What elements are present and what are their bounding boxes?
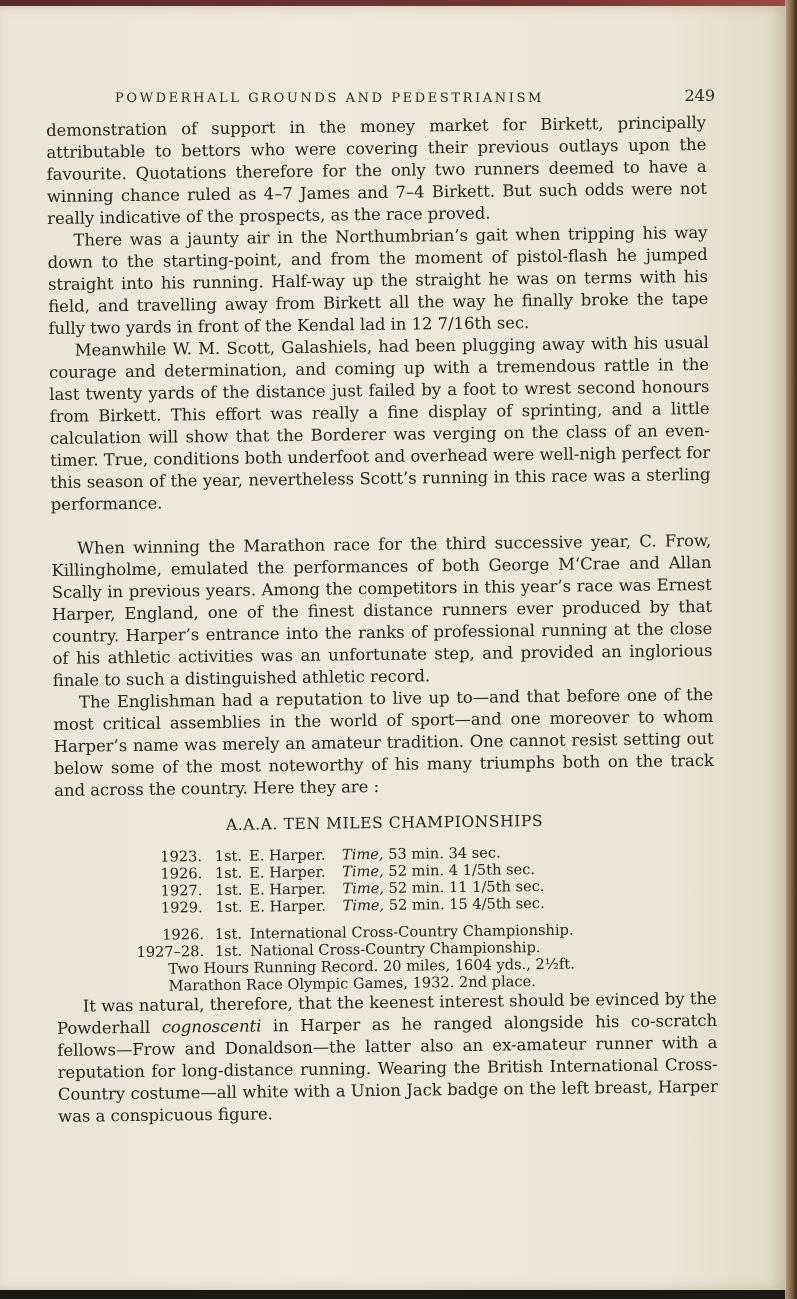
achievement-event: National Cross-Country Championship. (250, 939, 541, 960)
record-time (342, 845, 501, 864)
time-label: Time, (342, 879, 385, 898)
closing-text-start: It was natural, therefore, that the keenest interest should be evinced by the Powderhall (56, 988, 717, 1038)
record-place: 1st. (215, 881, 243, 899)
running-head: POWDERHALL GROUNDS AND PEDESTRIANISM (115, 91, 544, 106)
closing-paragraph (57, 988, 719, 1128)
time-value: 53 min. 34 sec. (388, 844, 501, 863)
closing-italic-term: cognoscenti (161, 1016, 262, 1037)
book-page (0, 6, 786, 1290)
time-value: 52 min. 15 4/5th sec. (388, 894, 545, 914)
time-value: 52 min. 11 1/5th sec. (388, 877, 545, 897)
record-name: E. Harper. (249, 880, 326, 899)
book-spine-edge (785, 0, 797, 1299)
achievement-line: Marathon Race Olympic Games, 1932. 2nd place. (168, 973, 536, 995)
paragraph: demonstration of support in the money market for Birkett, principally attributable to bettors who were covering their previous outlays upon the favourite. Quotations therefore for the only two runners deemed to have a winning chance ruled as 4–7 James and 7–4 Birkett. But such odds were not really indicative of the prospects, as the race proved. (46, 112, 708, 228)
record-name: E. Harper. (249, 897, 327, 916)
paragraph: When winning the Marathon race for the third successive year, C. Frow, Killingholme, emulated the performances of both George M‘Crae and Allan Scally in previous years. Among the competitors in this year’s race was Ernest Harper, England, one of the finest distance runners ever produced by that country. Harper’s entrance into the ranks of professional running at the close of his athletic activities was an unfortunate step, and provided an inglorious finale to such a distinguished athletic record. (51, 530, 713, 690)
other-achievements (136, 920, 717, 995)
time-label: Time, (342, 862, 384, 881)
achievement-event: International Cross-Country Championship. (249, 921, 574, 943)
page-body (46, 112, 718, 1128)
paragraph: There was a jaunty air in the Northumbrian’s gait when tripping his way down to the starting-point, and from the moment of pistol-flash he jumped straight into his running. Half-way up the straight he was on terms with his field, and travelling away from Birkett all the way he finally broke the tape fully two yards in front of the Kendal lad in 12 7/16th sec. (47, 222, 709, 338)
record-time (343, 895, 545, 914)
achievement-line: Two Hours Running Record. 20 miles, 1604 yds., 2½ft. (168, 955, 575, 978)
record-place: 1st. (214, 864, 243, 882)
championship-records (150, 842, 716, 917)
record-place: 1st. (214, 847, 243, 865)
closing-text-end: in Harper as he ranged alongside his co-scratch fellows—Frow and Donaldson—the latter also an ex-amateur runner with a reputation for long-distance running. Wearing the British International Cross-Country costume—all white with a Union Jack badge on the left breast, Harper was a conspicuous figure. (57, 1010, 718, 1126)
achievement-place: 1st. (214, 925, 243, 943)
page-number: 249 (684, 86, 715, 105)
achievement-year: 1926. (162, 926, 205, 944)
time-value: 52 min. 4 1/5th sec. (388, 861, 536, 880)
achievement-year: 1927–28. (136, 943, 205, 961)
record-year: 1926. (160, 865, 203, 883)
record-place: 1st. (215, 898, 243, 916)
record-name: E. Harper. (249, 863, 326, 882)
record-year: 1923. (160, 848, 203, 866)
section-title: A.A.A. TEN MILES CHAMPIONSHIPS (225, 811, 544, 834)
page-header (115, 88, 715, 110)
time-label: Time, (341, 845, 384, 864)
paragraph: The Englishman had a reputation to live up to—and that before one of the most critical assemblies in the world of sport—and one moreover to whom Harper’s name was merely an amateur tradition. One cannot resist setting out below some of the most noteworthy of his many triumphs both on the track and across the country. Here they are : (53, 684, 714, 800)
time-label: Time, (342, 896, 385, 915)
record-year: 1929. (160, 899, 203, 917)
record-name: E. Harper. (248, 846, 326, 865)
achievement-place: 1st. (214, 942, 243, 960)
paragraph: Meanwhile W. M. Scott, Galashiels, had been plugging away with his usual courage and determination, and coming up with a tremendous rattle in the last twenty yards of the distance just failed by a foot to wrest second honours from Birkett. This effort was really a fine display of sprinting, and a little calculation will show that the Borderer was verging on the class of an even-timer. True, conditions both underfoot and overhead were well-nigh perfect for this season of the year, nevertheless Scott’s running in this race was a sterling performance. (48, 332, 711, 514)
record-year: 1927. (160, 882, 203, 900)
